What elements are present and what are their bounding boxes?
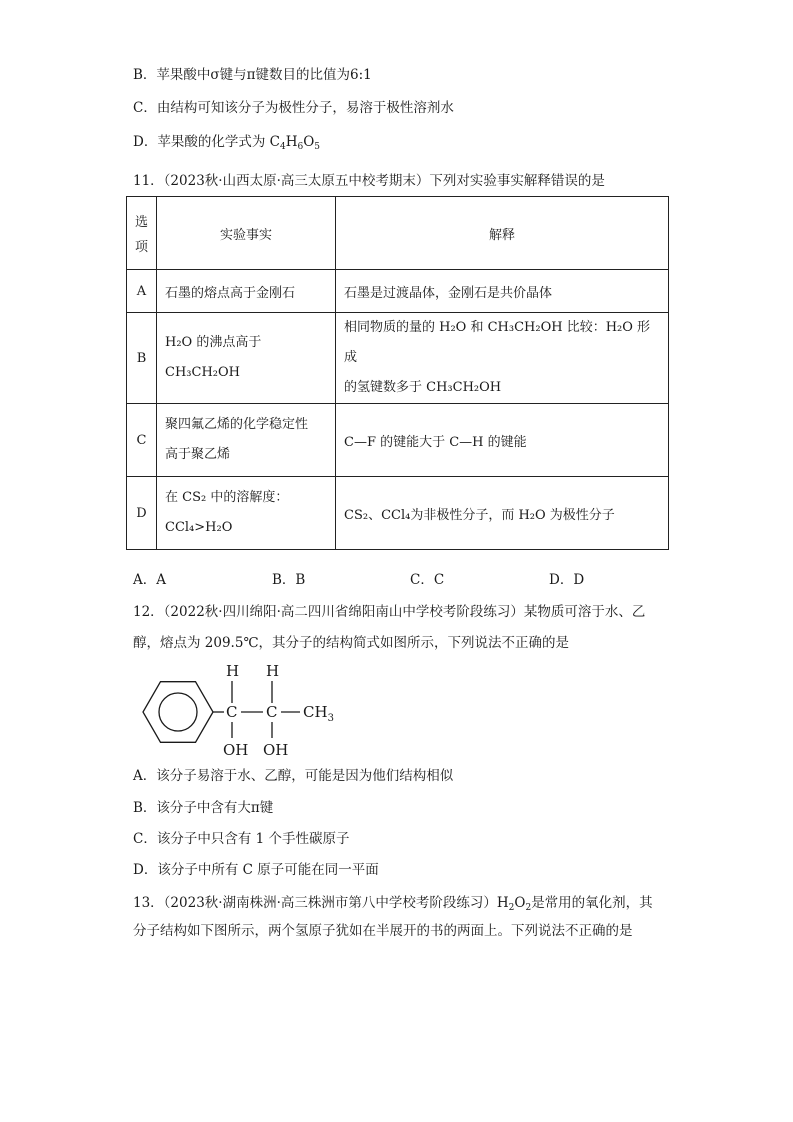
row-fact: 聚四氟乙烯的化学稳定性 高于聚乙烯 [157, 404, 336, 477]
benzene-ring [143, 682, 213, 743]
atom-h2: H [266, 662, 280, 680]
atom-ch3: $CH_3$ [303, 703, 334, 724]
q12-option-b: B．该分子中含有大π键 [133, 800, 274, 816]
q12-stem-line2: 醇，熔点为 209.5℃，其分子的结构简式如图所示，下列说法不正确的是 [133, 635, 570, 651]
row-explanation: 相同物质的量的 H₂O 和 CH₃CH₂OH 比较：H₂O 形成 的氢键数多于 CH₃CH₂OH [336, 313, 669, 404]
row-option: D [127, 477, 157, 550]
row-explanation: CS₂、CCl₄为非极性分子，而 H₂O 为极性分子 [336, 477, 669, 550]
row-fact: 石墨的熔点高于金刚石 [157, 270, 336, 313]
atom-oh1: OH [223, 741, 249, 759]
header-option: 选 项 [127, 197, 157, 270]
atom-c2: C [266, 703, 278, 721]
row-fact: 在 CS₂ 中的溶解度： CCl₄>H₂O [157, 477, 336, 550]
table-row [127, 270, 669, 313]
q12-option-a: A．该分子易溶于水、乙醇，可能是因为他们结构相似 [133, 768, 454, 784]
table-header-row [127, 197, 669, 270]
q10-option-d: D．苹果酸的化学式为 $C_4H_6O_5$ [133, 134, 321, 152]
table-row [127, 477, 669, 550]
q11-table [126, 196, 669, 550]
molecule-structure [135, 656, 355, 764]
row-fact: H₂O 的沸点高于 CH₃CH₂OH [157, 313, 336, 404]
choice-d: D．D [549, 572, 585, 588]
q12-option-c: C．该分子中只含有 1 个手性碳原子 [133, 831, 350, 847]
q12-option-d: D．该分子中所有 C 原子可能在同一平面 [133, 862, 379, 878]
table-row [127, 313, 669, 404]
atom-h1: H [226, 662, 240, 680]
q13-stem-line2: 分子结构如下图所示，两个氢原子犹如在半展开的书的两面上。下列说法不正确的是 [133, 923, 633, 939]
choice-a: A．A [133, 572, 166, 588]
header-fact: 实验事实 [157, 197, 336, 270]
row-option: B [127, 313, 157, 404]
header-explanation: 解释 [336, 197, 669, 270]
q11-stem: 11．（2023秋·山西太原·高三太原五中校考期末）下列对实验事实解释错误的是 [133, 173, 605, 189]
q12-stem-line1: 12．（2022秋·四川绵阳·高二四川省绵阳南山中学校考阶段练习）某物质可溶于水、乙 [133, 604, 646, 620]
atom-c1: C [226, 703, 238, 721]
row-option: A [127, 270, 157, 313]
row-explanation: C—F 的键能大于 C—H 的键能 [336, 404, 669, 477]
table-row [127, 404, 669, 477]
choice-c: C．C [410, 572, 445, 588]
q13-stem-line1: 13．（2023秋·湖南株洲·高三株洲市第八中学校考阶段练习）$H_2O_2$是常用的氧化剂，其 [133, 895, 653, 913]
q10-option-c: C．由结构可知该分子为极性分子，易溶于极性溶剂水 [133, 100, 454, 116]
row-option: C [127, 404, 157, 477]
row-explanation: 石墨是过渡晶体，金刚石是共价晶体 [336, 270, 669, 313]
benzene-aromatic-circle [159, 693, 197, 731]
choice-b: B．B [272, 572, 306, 588]
q10-option-b: B．苹果酸中σ键与π键数目的比值为6:1 [133, 67, 372, 83]
atom-oh2: OH [263, 741, 289, 759]
